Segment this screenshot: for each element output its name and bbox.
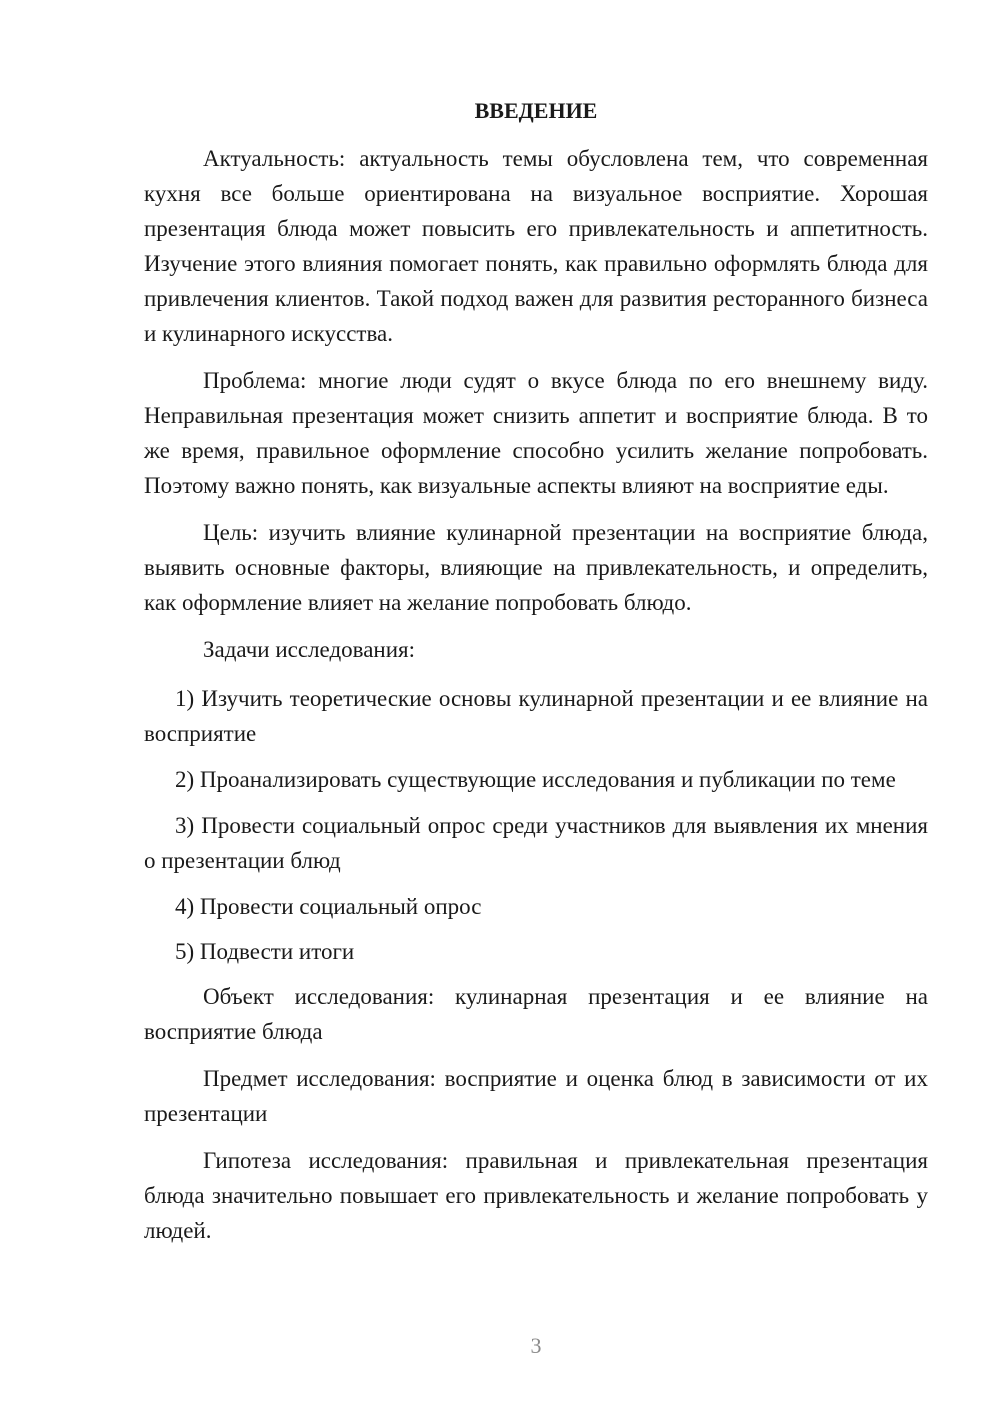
subject-paragraph: Предмет исследования: восприятие и оценка блюд в зависимости от их презентации bbox=[144, 1066, 928, 1126]
task-item-3: 3) Провести социальный опрос среди участников для выявления их мнения о презентации блюд bbox=[144, 813, 928, 873]
problem-paragraph: Проблема: многие люди судят о вкусе блюда по его внешнему виду. Неправильная презентация может снизить аппетит и восприятие блюда. В то же время, правильное оформление способно усилить желание попробовать. Поэтому важно понять, как визуальные аспекты влияют на восприятие еды. bbox=[144, 368, 928, 498]
page-content bbox=[144, 96, 928, 1260]
page-number: 3 bbox=[530, 1333, 542, 1358]
tasks-heading: Задачи исследования: bbox=[203, 637, 416, 662]
object-paragraph: Объект исследования: кулинарная презентация и ее влияние на восприятие блюда bbox=[144, 984, 928, 1044]
task-item-4: 4) Провести социальный опрос bbox=[175, 894, 482, 919]
task-item-1: 1) Изучить теоретические основы кулинарной презентации и ее влияние на восприятие bbox=[144, 686, 928, 746]
hypothesis-paragraph: Гипотеза исследования: правильная и привлекательная презентация блюда значительно повышает его привлекательность и желание попробовать у людей. bbox=[144, 1148, 928, 1243]
task-item-5: 5) Подвести итоги bbox=[175, 939, 355, 964]
task-item-2: 2) Проанализировать существующие исследования и публикации по теме bbox=[175, 767, 896, 792]
relevance-paragraph: Актуальность: актуальность темы обусловлена тем, что современная кухня все больше ориентирована на визуальное восприятие. Хорошая презентация блюда может повысить его привлекательность и аппетитность. Изучение этого влияния помогает понять, как правильно оформлять блюда для привлечения клиентов. Такой подход важен для развития ресторанного бизнеса и кулинарного искусства. bbox=[144, 146, 928, 346]
page-title: ВВЕДЕНИЕ bbox=[474, 98, 598, 123]
goal-paragraph: Цель: изучить влияние кулинарной презентации на восприятие блюда, выявить основные факторы, влияющие на привлекательность, и определить, как оформление влияет на желание попробовать блюдо. bbox=[144, 520, 928, 615]
